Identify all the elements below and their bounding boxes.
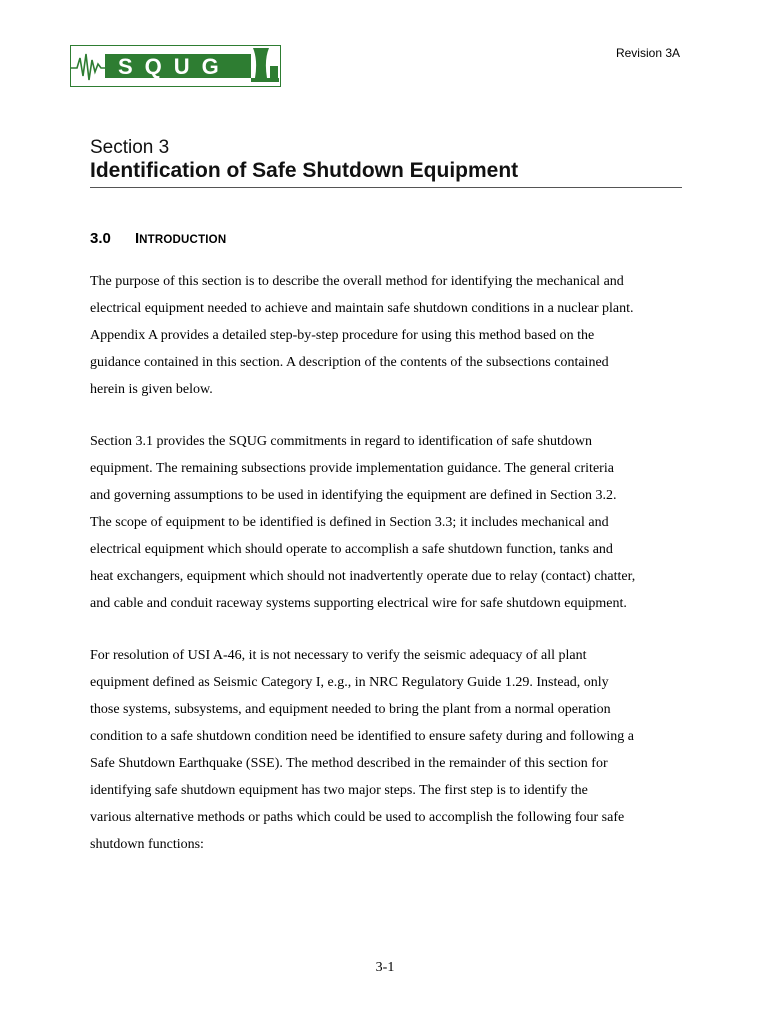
paragraph-section-overview: [90, 428, 685, 617]
cooling-tower-icon: [253, 48, 269, 78]
squg-logo-graphic: [71, 46, 280, 86]
paragraph-line: and cable and conduit raceway systems supporting electrical wire for safe shutdown equipment.: [90, 596, 627, 611]
paragraph-line: The scope of equipment to be identified is defined in Section 3.3; it includes mechanical and: [90, 515, 609, 530]
paragraph-introduction: [90, 268, 685, 403]
paragraph-line: electrical equipment which should operate to accomplish a safe shutdown function, tanks and: [90, 542, 613, 557]
paragraph-line: heat exchangers, equipment which should not inadvertently operate due to relay (contact) chatter,: [90, 569, 636, 584]
title-divider: [90, 187, 682, 188]
logo-text: SQUG: [118, 54, 231, 79]
paragraph-line: herein is given below.: [90, 382, 213, 397]
paragraph-line: shutdown functions:: [90, 837, 204, 852]
paragraph-line: For resolution of USI A-46, it is not necessary to verify the seismic adequacy of all plant: [90, 648, 587, 663]
paragraph-line: guidance contained in this section. A description of the contents of the subsections contained: [90, 355, 609, 370]
paragraph-usi-resolution: [90, 642, 685, 858]
paragraph-line: condition to a safe shutdown condition need be identified to ensure safety during and following a: [90, 729, 634, 744]
paragraph-line: equipment. The remaining subsections provide implementation guidance. The general criteria: [90, 461, 614, 476]
revision-label: Revision 3A: [615, 46, 680, 60]
paragraph-line: various alternative methods or paths which could be used to accomplish the following four safe: [90, 810, 625, 825]
paragraph-line: Appendix A provides a detailed step-by-step procedure for using this method based on the: [90, 328, 595, 343]
heading-initial: I: [135, 230, 140, 247]
page-number: 3-1: [375, 960, 395, 975]
paragraph-line: identifying safe shutdown equipment has two major steps. The first step is to identify the: [90, 783, 588, 798]
squg-logo: [70, 45, 281, 87]
section-title: Identification of Safe Shutdown Equipment: [90, 159, 519, 182]
paragraph-line: electrical equipment needed to achieve and maintain safe shutdown conditions in a nuclear plant.: [90, 301, 634, 316]
heading-text: NTRODUCTION: [139, 234, 227, 246]
seismograph-wave-icon: [71, 54, 105, 80]
paragraph-line: those systems, subsystems, and equipment needed to bring the plant from a normal operation: [90, 702, 611, 717]
paragraph-line: The purpose of this section is to describe the overall method for identifying the mechanical and: [90, 274, 624, 289]
section-label: Section 3: [90, 137, 170, 158]
paragraph-line: Section 3.1 provides the SQUG commitments in regard to identification of safe shutdown: [90, 434, 592, 449]
heading-number: 3.0: [90, 230, 111, 247]
paragraph-line: equipment defined as Seismic Category I, e.g., in NRC Regulatory Guide 1.29. Instead, only: [90, 675, 609, 690]
paragraph-line: and governing assumptions to be used in identifying the equipment are defined in Section 3.2.: [90, 488, 617, 503]
subsection-heading: [90, 230, 226, 247]
paragraph-line: Safe Shutdown Earthquake (SSE). The method described in the remainder of this section for: [90, 756, 608, 771]
